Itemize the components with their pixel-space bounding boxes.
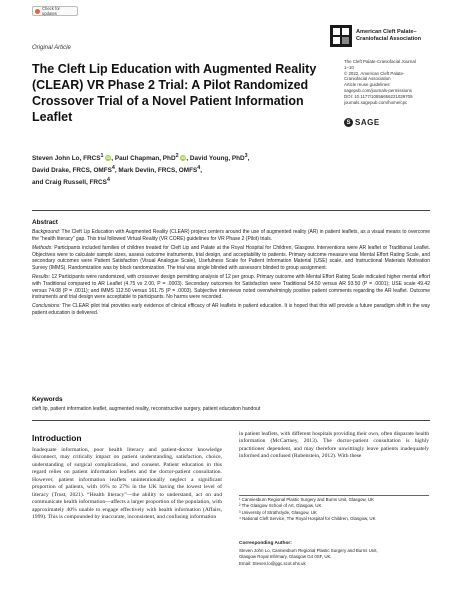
sage-icon: S — [344, 118, 353, 127]
introduction-left-column: Inadequate information, poor health literacy and patient-doctor knowledge disconnect, may critically impact on patient understanding, satisfaction, choice, understanding of surgical complications, and consent. Patient education in this regard relies on patient information leaflets and the doctor-patient consultation. However, patient information leaflets unintentionally neglect a significant proportion of patients, with 16% to 27% in the UK having the lowest level of literacy (Trust, 2021). “Health literacy”—the ability to understand, act on and communicate health information—affects a larger proportion of the population, with approximately 40% unable to engage effectively with health information (Affairs, 1999). This is compounded by inaccurate, inconsistent, and confusing information — [32, 447, 222, 520]
check-for-updates-badge[interactable] — [32, 6, 78, 16]
author-young[interactable]: , David Young, PhD — [186, 155, 245, 163]
publisher-logo — [344, 118, 380, 127]
logo-line-1: American Cleft Palate– — [356, 29, 417, 36]
abstract-body — [32, 229, 430, 319]
abstract-conclusions: Conclusions: The CLEAR pilot trial provides early evidence of clinical efficacy of AR leaflets in patient education. It is hoped that this will provide a future paradigm shift in the way patient education is delivered. — [32, 303, 430, 317]
copyright-line-1: © 2022, American Cleft Palate- — [344, 70, 405, 76]
author-drake[interactable]: , David Drake, FRCS, OMFS — [32, 155, 250, 175]
journal-info — [344, 59, 444, 106]
article-title: The Cleft Lip Education with Augmented Reality (CLEAR) VR Phase 2 Trial: A Pilot Randomized Crossover Trial of a Novel Patient Information Leaflet — [32, 62, 317, 124]
author-lo[interactable]: Steven John Lo, FRCS — [32, 155, 101, 163]
abstract-results: Results: 12 Participants were randomized, with crossover design permitting analysis of 12 per group. Primary outcome with Mental Effort Rating Scale indicated higher mental effort with Traditional compared to AR Leaflet (4.75 vs 2.00, P = .0003). Secondary outcomes for Satisfaction were Traditional 54.50 versus AR 93.50 (P = .0001); USE scale 49.42 versus 74.08 (P = .0011); and IMMS 112.50 versus 161.75 (P = .0003). Subjective interviews noted overwhelmingly positive patient comments regarding the AR leaflet. Outcome instruments and trial design were acceptable to participants. No harms were recorded. — [32, 274, 430, 301]
orcid-icon[interactable]: iD — [106, 155, 111, 161]
affiliation-4: ⁴ National Cleft Service, The Royal Hospital for Children, Glasgow, UK — [239, 516, 376, 522]
journal-name: The Cleft Palate-Craniofacial Journal — [344, 59, 416, 64]
journal-logo — [330, 22, 442, 50]
association-logo-icon — [330, 25, 352, 47]
abstract-heading: Abstract — [32, 219, 58, 226]
corresponding-author — [239, 548, 429, 567]
reuse-guidelines: Article reuse guidelines: — [344, 82, 391, 88]
affiliation-2: ² The Glasgow School of Art, Glasgow, UK — [239, 503, 322, 509]
introduction-right-column: in patient leaflets, with different hospitals providing their own, often disparate health information (McCartney, 2013). The doctor-patient consultation is highly practitioner dependent, and may therefore unwittingly leave patients inadequately informed and confused (Rubenstein, 2012). With these — [239, 431, 429, 460]
publisher-name: SAGE — [355, 118, 380, 127]
permissions-link[interactable]: sagepub.com/journals-permissions — [344, 88, 412, 94]
affiliations — [239, 497, 429, 523]
copyright-line-2: Craniofacial Association — [344, 76, 391, 82]
affiliation-1: ¹ Canniesburn Regional Plastic Surgery and Burns Unit, Glasgow, UK — [239, 497, 374, 502]
article-type: Original Article — [32, 45, 71, 51]
introduction-heading: Introduction — [32, 433, 82, 443]
author-russell[interactable]: , and Craig Russell, FRCS — [32, 167, 203, 187]
keywords-list: cleft lip, patient information leaflet, augmented reality, reconstructive surgery, patient education handout — [32, 406, 261, 412]
author-chapman[interactable]: , Paul Chapman, PhD — [111, 155, 176, 163]
updates-icon — [35, 9, 40, 14]
corresponding-address-1: Steven John Lo, Canniesburn Regional Plastic Surgery and Burns Unit, — [239, 548, 378, 553]
corresponding-author-heading: Corresponding Author: — [239, 541, 292, 546]
orcid-icon[interactable]: iD — [181, 155, 186, 161]
affiliation-3: ³ University of Strathclyde, Glasgow, UK — [239, 509, 317, 515]
abstract-background: Background: The Cleft Lip Education with Augmented Reality (CLEAR) project centers around the use of augmented reality (AR) in patient leaflets, as a visual means to overcome the “health literacy” gap. This trial followed Virtual Reality (VR CORE) guidelines for VR Phase 2 (Pilot) trials. — [32, 229, 430, 242]
abstract-methods: Methods: Participants included families of children treated for Cleft Lip and Palate at the Royal Hospital for Children, Glasgow. Interventions were AR leaflet or Traditional Leaflet. Objectives were to calculate sample sizes, assess outcome instruments, trial design, and acceptability to patients. Primary outcome measure was Mental Effort Rating Scale, and secondary outcomes were Patient Satisfaction (Visual Analogue Scale), Usefulness Scale for Patient Information Material (USE) scale, and Instructional Materials Motivation Survey (IMMS). Randomization was by block randomization. The trial was single blinded with assessors blinded to group assignment. — [32, 244, 430, 271]
author-list: Steven John Lo, FRCS$^1$ iD, Paul Chapman, PhD$^2$ iD, David Young, PhD$^3$, David Drake, FRCS, OMFS$^4$, Mark Devlin, FRCS, OMFS$^4$, and Craig Russell, FRCS$^4$ — [32, 153, 250, 187]
divider — [32, 420, 430, 421]
logo-line-2: Craniofacial Association — [356, 36, 422, 42]
corresponding-address-2: Glasgow Royal Infirmary, Glasgow G4 0SF, UK. — [239, 554, 332, 560]
journal-homepage-link[interactable]: journals.sagepub.com/home/cpc — [344, 99, 408, 105]
doi-link[interactable]: DOI: 10.1177/10556656221039709 — [344, 93, 413, 99]
keywords-heading: Keywords — [32, 396, 63, 403]
corresponding-email[interactable]: Email: Steven.lo@ggc.scot.nhs.uk — [239, 560, 306, 566]
updates-label: Check for updates — [42, 6, 60, 16]
divider — [32, 210, 430, 211]
author-devlin[interactable]: , Mark Devlin, FRCS, OMFS — [114, 167, 198, 175]
journal-pages: 1–10 — [344, 64, 354, 70]
footnote-divider — [239, 495, 429, 496]
